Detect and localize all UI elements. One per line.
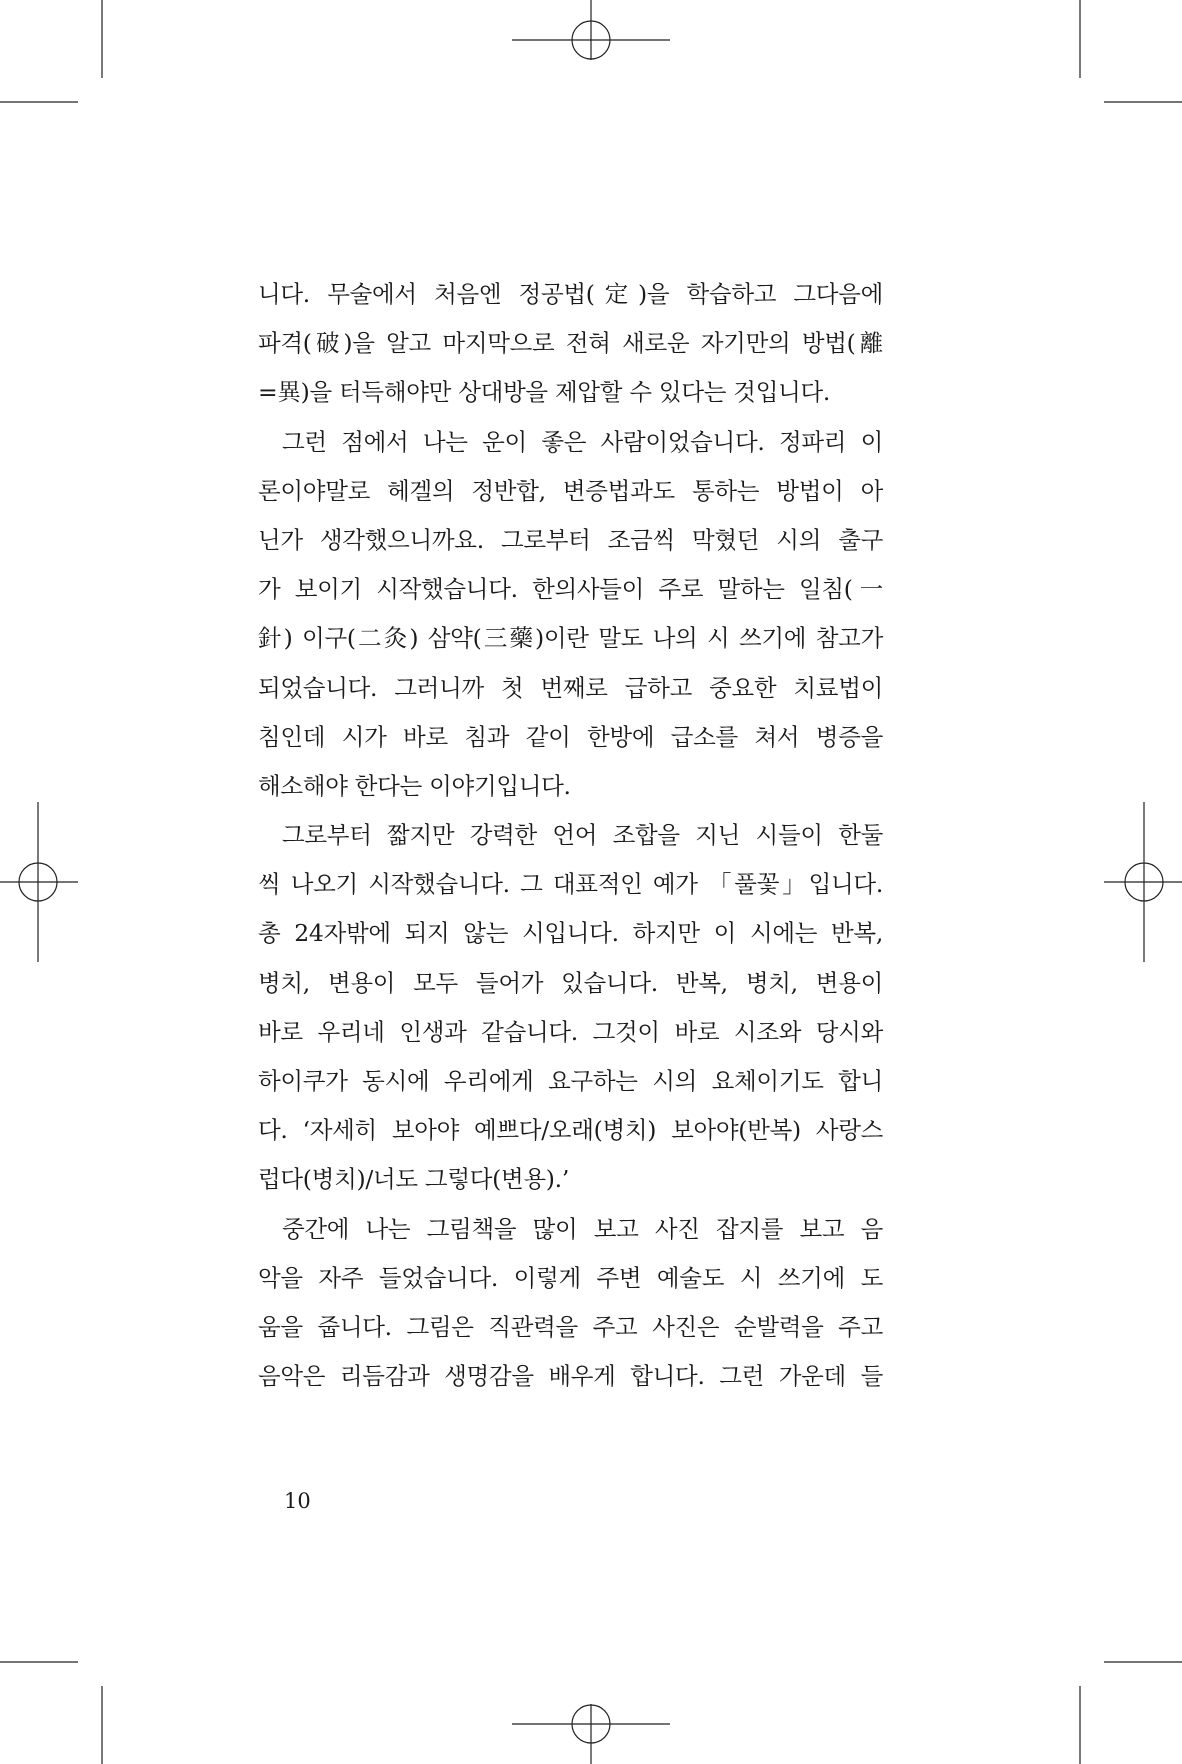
text-line: 바로 우리네 인생과 같습니다. 그것이 바로 시조와 당시와 <box>258 1017 883 1046</box>
text-line: 다. ‘자세히 보아야 예쁘다/오래(병치) 보아야(반복) 사랑스 <box>258 1116 883 1145</box>
text-line: 침인데 시가 바로 침과 같이 한방에 급소를 쳐서 병증을 <box>258 722 883 751</box>
text-line: 음악은 리듬감과 생명감을 배우게 합니다. 그런 가운데 들 <box>258 1362 883 1391</box>
text-line: 총 24자밖에 되지 않는 시입니다. 하지만 이 시에는 반복, <box>258 919 883 948</box>
text-line: 그런 점에서 나는 운이 좋은 사람이었습니다. 정파리 이 <box>282 427 883 456</box>
text-line: 針) 이구(二灸) 삼약(三藥)이란 말도 나의 시 쓰기에 참고가 <box>258 624 883 653</box>
page-number: 10 <box>284 1489 311 1513</box>
text-line: 중간에 나는 그림책을 많이 보고 사진 잡지를 보고 음 <box>282 1214 883 1243</box>
text-line: 가 보이기 시작했습니다. 한의사들이 주로 말하는 일침(一 <box>258 575 883 604</box>
text-line: 럽다(병치)/너도 그렇다(변용).’ <box>258 1165 570 1194</box>
text-line: 그로부터 짧지만 강력한 언어 조합을 지닌 시들이 한둘 <box>282 821 883 850</box>
text-line: =異)을 터득해야만 상대방을 제압할 수 있다는 것입니다. <box>258 378 831 407</box>
text-line: 파격(破)을 알고 마지막으로 전혀 새로운 자기만의 방법(離 <box>258 329 883 358</box>
text-line: 론이야말로 헤겔의 정반합, 변증법과도 통하는 방법이 아 <box>258 476 883 505</box>
text-line: 니다. 무술에서 처음엔 정공법(定)을 학습하고 그다음에 <box>258 280 883 308</box>
text-line: 병치, 변용이 모두 들어가 있습니다. 반복, 병치, 변용이 <box>258 968 883 997</box>
body-text <box>258 270 883 1401</box>
text-line: 되었습니다. 그러니까 첫 번째로 급하고 중요한 치료법이 <box>258 673 883 702</box>
text-line: 하이쿠가 동시에 우리에게 요구하는 시의 요체이기도 합니 <box>258 1067 883 1095</box>
text-line: 악을 자주 들었습니다. 이렇게 주변 예술도 시 쓰기에 도 <box>258 1263 883 1292</box>
text-line: 움을 줍니다. 그림은 직관력을 주고 사진은 순발력을 주고 <box>258 1312 883 1341</box>
text-line: 해소해야 한다는 이야기입니다. <box>258 771 571 800</box>
text-line: 씩 나오기 시작했습니다. 그 대표적인 예가 「풀꽃」입니다. <box>258 870 883 899</box>
text-line: 닌가 생각했으니까요. 그로부터 조금씩 막혔던 시의 출구 <box>258 525 883 554</box>
